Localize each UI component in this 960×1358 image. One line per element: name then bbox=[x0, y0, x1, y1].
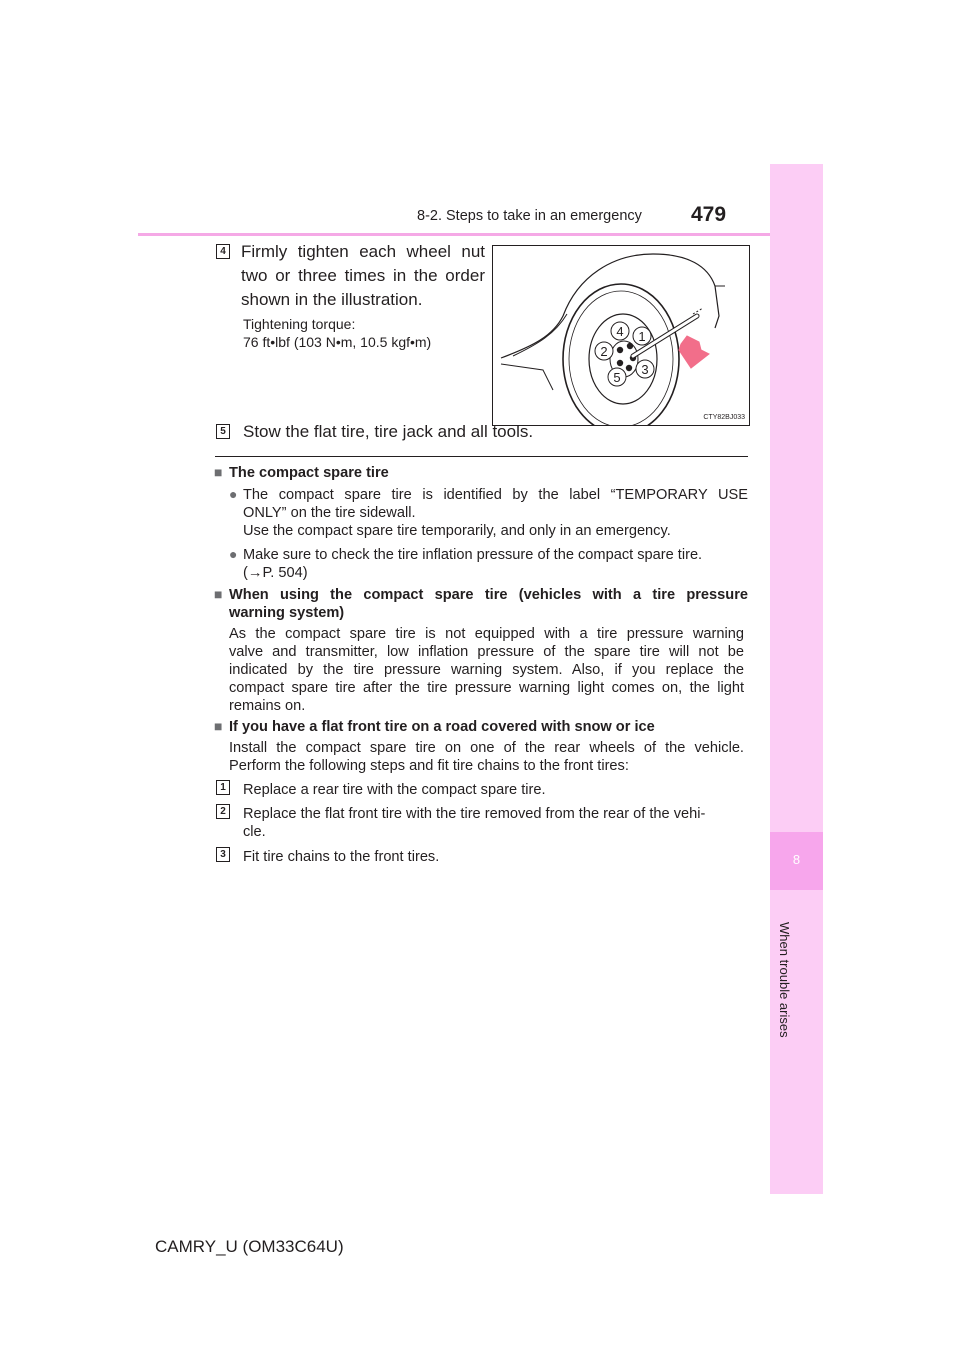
bullet-1-text bbox=[243, 486, 748, 540]
section-1-heading: The compact spare tire bbox=[229, 465, 389, 481]
sub-step-3-text: Fit tire chains to the front tires. bbox=[243, 849, 440, 865]
sub-step-number-1: 1 bbox=[216, 780, 230, 795]
nut-label-3: 3 bbox=[641, 362, 649, 377]
bullet-2-line-2: (→P. 504) bbox=[243, 565, 308, 581]
sub-step-2-line-1: Replace the flat front tire with the tire removed from the rear of the vehi- bbox=[243, 806, 706, 822]
section-2-line-1: As the compact spare tire is not equipped with a tire pressure warning bbox=[229, 626, 744, 642]
footer-model: CAMRY_U (OM33C64U) bbox=[155, 1237, 344, 1256]
step-number-4: 4 bbox=[216, 244, 230, 259]
step-5-text: Stow the flat tire, tire jack and all tools. bbox=[243, 422, 534, 441]
bullet-1-line-1: The compact spare tire is identified by the label “TEMPORARY USE bbox=[243, 487, 748, 503]
torque-note-value: 76 ft•lbf (103 N•m, 10.5 kgf•m) bbox=[243, 334, 432, 350]
bullet-2-line-1: Make sure to check the tire inflation pressure of the compact spare tire. bbox=[243, 547, 703, 563]
torque-note-label: Tightening torque: bbox=[243, 316, 356, 332]
section-2-heading-line-1: When using the compact spare tire (vehicles with a tire pressure bbox=[229, 587, 748, 603]
section-2-line-2: valve and transmitter, low inflation pressure of the spare tire will not be bbox=[229, 644, 744, 660]
step-4-line-3: shown in the illustration. bbox=[241, 290, 423, 309]
section-title: 8-2. Steps to take in an emergency bbox=[417, 208, 642, 224]
section-2-line-5: remains on. bbox=[229, 698, 306, 714]
nut-label-1: 1 bbox=[638, 329, 646, 344]
page-number: 479 bbox=[691, 203, 727, 226]
section-2-heading bbox=[229, 586, 748, 622]
section-2-body bbox=[229, 625, 744, 715]
sub-step-number-2: 2 bbox=[216, 804, 230, 819]
chapter-number: 8 bbox=[792, 852, 801, 867]
step-4-text bbox=[241, 240, 485, 312]
section-3-line-1: Install the compact spare tire on one of the rear wheels of the vehicle. bbox=[229, 740, 744, 756]
header-rule bbox=[138, 233, 823, 236]
section-divider bbox=[215, 456, 748, 457]
chapter-side-tab bbox=[770, 164, 823, 1194]
section-marker: ■ bbox=[214, 586, 223, 602]
nut-label-4: 4 bbox=[616, 324, 624, 339]
section-2-line-3: indicated by the tire pressure warning system. Also, if you replace the bbox=[229, 662, 744, 678]
wheel-drawing bbox=[493, 246, 749, 425]
nut-label-5: 5 bbox=[613, 370, 621, 385]
step-4-line-1: Firmly tighten each wheel nut bbox=[241, 242, 485, 261]
chapter-label: When trouble arises bbox=[777, 922, 792, 1038]
sub-step-number-3: 3 bbox=[216, 847, 230, 862]
sub-step-2-text bbox=[243, 805, 748, 841]
nut-label-2: 2 bbox=[600, 344, 608, 359]
step-4-line-2: two or three times in the order bbox=[241, 266, 485, 285]
bullet-dot: ● bbox=[229, 486, 238, 502]
torque-note bbox=[243, 315, 431, 351]
section-2-line-4: compact spare tire after the tire pressure warning light comes on, the light bbox=[229, 680, 744, 696]
wheel-nut-order-illustration bbox=[492, 245, 750, 426]
step-number-5: 5 bbox=[216, 424, 230, 439]
section-3-line-2: Perform the following steps and fit tire chains to the front tires: bbox=[229, 758, 629, 774]
section-marker: ■ bbox=[214, 464, 223, 480]
section-3-body bbox=[229, 739, 744, 775]
section-2-heading-line-2: warning system) bbox=[229, 605, 345, 621]
illustration-code: CTY82BJ033 bbox=[703, 414, 745, 421]
section-3-heading: If you have a flat front tire on a road covered with snow or ice bbox=[229, 719, 655, 735]
bullet-dot: ● bbox=[229, 546, 238, 562]
sub-step-1-text: Replace a rear tire with the compact spare tire. bbox=[243, 782, 546, 798]
bullet-1-line-2: ONLY” on the tire sidewall. bbox=[243, 505, 416, 521]
section-marker: ■ bbox=[214, 718, 223, 734]
bullet-2-text bbox=[243, 546, 748, 582]
sub-step-2-line-2: cle. bbox=[243, 824, 266, 840]
bullet-1-line-3: Use the compact spare tire temporarily, and only in an emergency. bbox=[243, 523, 671, 539]
